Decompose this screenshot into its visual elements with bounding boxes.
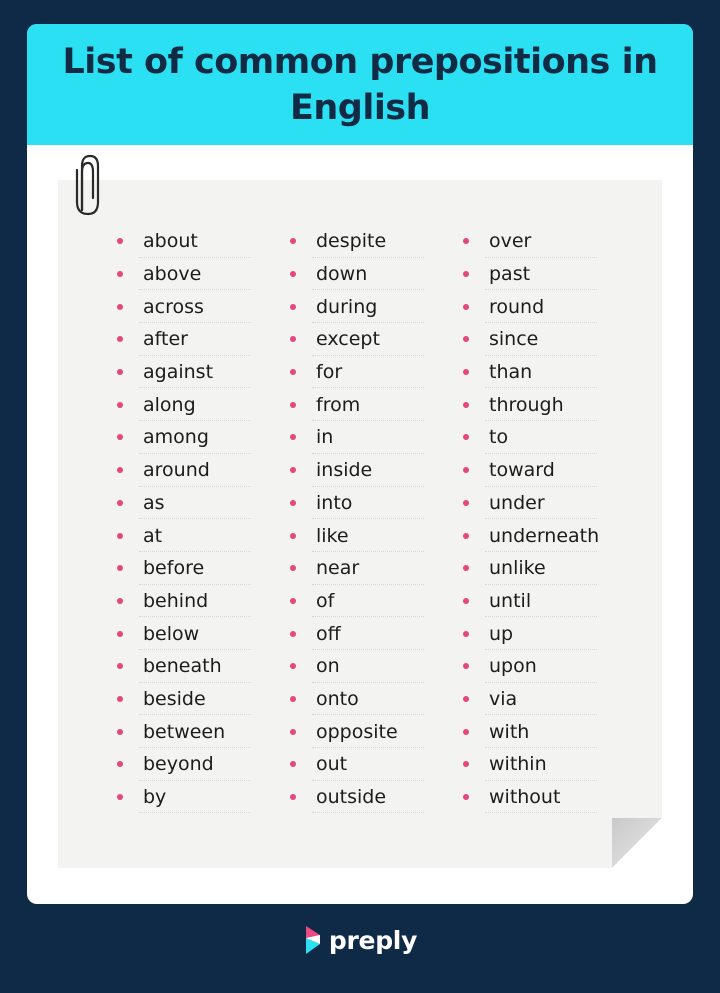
list-item (290, 519, 463, 552)
preposition-word: on (316, 655, 340, 678)
preposition-word: near (316, 557, 360, 580)
list-item (290, 258, 463, 291)
preposition-word: except (316, 328, 380, 351)
preposition-word: up (489, 622, 514, 645)
bullet-icon (463, 729, 469, 735)
list-item (117, 519, 290, 552)
list-item (463, 421, 636, 454)
bullet-icon (463, 238, 469, 244)
bullet-icon (290, 304, 296, 310)
list-item (117, 650, 290, 683)
list-item (463, 323, 636, 356)
preposition-word: outside (316, 786, 387, 809)
bullet-icon (117, 729, 123, 735)
list-item (463, 683, 636, 716)
bullet-icon (290, 271, 296, 277)
list-item (463, 748, 636, 781)
preposition-word: of (316, 589, 335, 612)
column-3 (463, 225, 636, 813)
dotted-divider (485, 812, 597, 813)
bullet-icon (117, 631, 123, 637)
preposition-word: about (143, 230, 198, 253)
preposition-word: beside (143, 687, 206, 710)
preposition-word: after (143, 328, 188, 351)
bullet-icon (117, 304, 123, 310)
bullet-icon (117, 565, 123, 571)
list-item (463, 552, 636, 585)
list-item (290, 388, 463, 421)
bullet-icon (463, 598, 469, 604)
bullet-icon (117, 533, 123, 539)
list-item (463, 487, 636, 520)
preposition-word: until (489, 589, 532, 612)
list-item (117, 487, 290, 520)
list-item (290, 323, 463, 356)
bullet-icon (290, 794, 296, 800)
list-item (117, 617, 290, 650)
preposition-word: before (143, 557, 205, 580)
list-item (463, 290, 636, 323)
list-item (463, 585, 636, 618)
bullet-icon (463, 336, 469, 342)
bullet-icon (463, 500, 469, 506)
list-item (463, 388, 636, 421)
preposition-word: beneath (143, 655, 222, 678)
bullet-icon (463, 434, 469, 440)
page-curl (612, 818, 662, 868)
preposition-word: with (489, 720, 530, 743)
preposition-word: along (143, 393, 196, 416)
preposition-word: into (316, 491, 353, 514)
bullet-icon (463, 761, 469, 767)
preposition-word: between (143, 720, 226, 743)
bullet-icon (117, 336, 123, 342)
preposition-word: from (316, 393, 361, 416)
bullet-icon (463, 304, 469, 310)
preposition-word: without (489, 786, 561, 809)
list-item (117, 421, 290, 454)
bullet-icon (117, 663, 123, 669)
preposition-word: across (143, 295, 204, 318)
preposition-word: round (489, 295, 545, 318)
list-item (463, 225, 636, 258)
list-item (290, 715, 463, 748)
list-item (117, 552, 290, 585)
list-item (117, 290, 290, 323)
preposition-word: to (489, 426, 509, 449)
list-item (117, 323, 290, 356)
bullet-icon (463, 631, 469, 637)
bullet-icon (290, 402, 296, 408)
preposition-word: opposite (316, 720, 398, 743)
bullet-icon (290, 631, 296, 637)
paperclip-icon (68, 150, 108, 220)
preposition-word: against (143, 361, 214, 384)
bullet-icon (290, 336, 296, 342)
bullet-icon (117, 369, 123, 375)
preply-logo-icon (303, 925, 323, 955)
preposition-word: above (143, 263, 202, 286)
preposition-word: toward (489, 459, 555, 482)
list-item (290, 225, 463, 258)
preposition-word: out (316, 753, 348, 776)
preposition-word: through (489, 393, 564, 416)
column-1 (117, 225, 290, 813)
list-item (290, 454, 463, 487)
list-item (117, 258, 290, 291)
preposition-word: than (489, 361, 533, 384)
list-item (290, 650, 463, 683)
preposition-word: onto (316, 687, 359, 710)
preposition-word: over (489, 230, 532, 253)
list-item (117, 454, 290, 487)
list-item (117, 683, 290, 716)
bullet-icon (463, 369, 469, 375)
list-item (290, 617, 463, 650)
bullet-icon (290, 467, 296, 473)
list-item (463, 781, 636, 814)
bullet-icon (463, 663, 469, 669)
preposition-word: despite (316, 230, 387, 253)
preposition-word: upon (489, 655, 537, 678)
preposition-word: unlike (489, 557, 546, 580)
list-item (290, 290, 463, 323)
dotted-divider (312, 812, 424, 813)
preposition-word: down (316, 263, 368, 286)
dotted-divider (139, 812, 251, 813)
list-item (117, 388, 290, 421)
preposition-word: via (489, 687, 518, 710)
bullet-icon (463, 467, 469, 473)
list-item (290, 748, 463, 781)
list-item (117, 225, 290, 258)
bullet-icon (290, 565, 296, 571)
list-item (117, 781, 290, 814)
list-item (463, 650, 636, 683)
preposition-word: off (316, 622, 341, 645)
list-item (290, 585, 463, 618)
list-item (463, 356, 636, 389)
list-item (290, 781, 463, 814)
bullet-icon (117, 500, 123, 506)
preposition-word: in (316, 426, 334, 449)
preposition-word: since (489, 328, 539, 351)
preposition-word: within (489, 753, 547, 776)
list-item (463, 454, 636, 487)
bullet-icon (117, 794, 123, 800)
preposition-word: below (143, 622, 200, 645)
bullet-icon (290, 729, 296, 735)
preposition-word: at (143, 524, 163, 547)
bullet-icon (117, 761, 123, 767)
bullet-icon (463, 533, 469, 539)
bullet-icon (117, 238, 123, 244)
bullet-icon (290, 696, 296, 702)
preposition-word: like (316, 524, 349, 547)
brand-footer (0, 925, 720, 955)
list-item (117, 748, 290, 781)
bullet-icon (117, 402, 123, 408)
preposition-word: for (316, 361, 343, 384)
list-item (463, 617, 636, 650)
brand-name: preply (328, 925, 418, 955)
preposition-word: among (143, 426, 209, 449)
bullet-icon (290, 533, 296, 539)
bullet-icon (290, 238, 296, 244)
bullet-icon (290, 598, 296, 604)
bullet-icon (463, 271, 469, 277)
bullet-icon (290, 434, 296, 440)
bullet-icon (463, 565, 469, 571)
bullet-icon (290, 369, 296, 375)
preposition-word: behind (143, 589, 209, 612)
bullet-icon (117, 598, 123, 604)
column-2 (290, 225, 463, 813)
bullet-icon (117, 434, 123, 440)
bullet-icon (117, 271, 123, 277)
list-item (463, 715, 636, 748)
preposition-word: underneath (489, 524, 600, 547)
preposition-word: past (489, 263, 531, 286)
preposition-word: under (489, 491, 545, 514)
card-header (27, 24, 693, 145)
list-item (117, 585, 290, 618)
list-item (290, 552, 463, 585)
page-title: List of common prepositions in English (62, 41, 658, 128)
preposition-word: around (143, 459, 210, 482)
preposition-columns (117, 225, 636, 813)
preposition-word: during (316, 295, 378, 318)
bullet-icon (290, 663, 296, 669)
bullet-icon (463, 794, 469, 800)
list-item (290, 683, 463, 716)
bullet-icon (117, 696, 123, 702)
bullet-icon (463, 696, 469, 702)
bullet-icon (117, 467, 123, 473)
preposition-word: inside (316, 459, 373, 482)
list-item (463, 519, 636, 552)
list-item (463, 258, 636, 291)
list-item (117, 356, 290, 389)
preposition-word: beyond (143, 753, 214, 776)
bullet-icon (290, 500, 296, 506)
list-item (290, 487, 463, 520)
preposition-word: by (143, 786, 167, 809)
list-item (290, 421, 463, 454)
preposition-word: as (143, 491, 165, 514)
bullet-icon (290, 761, 296, 767)
bullet-icon (463, 402, 469, 408)
list-item (117, 715, 290, 748)
list-item (290, 356, 463, 389)
